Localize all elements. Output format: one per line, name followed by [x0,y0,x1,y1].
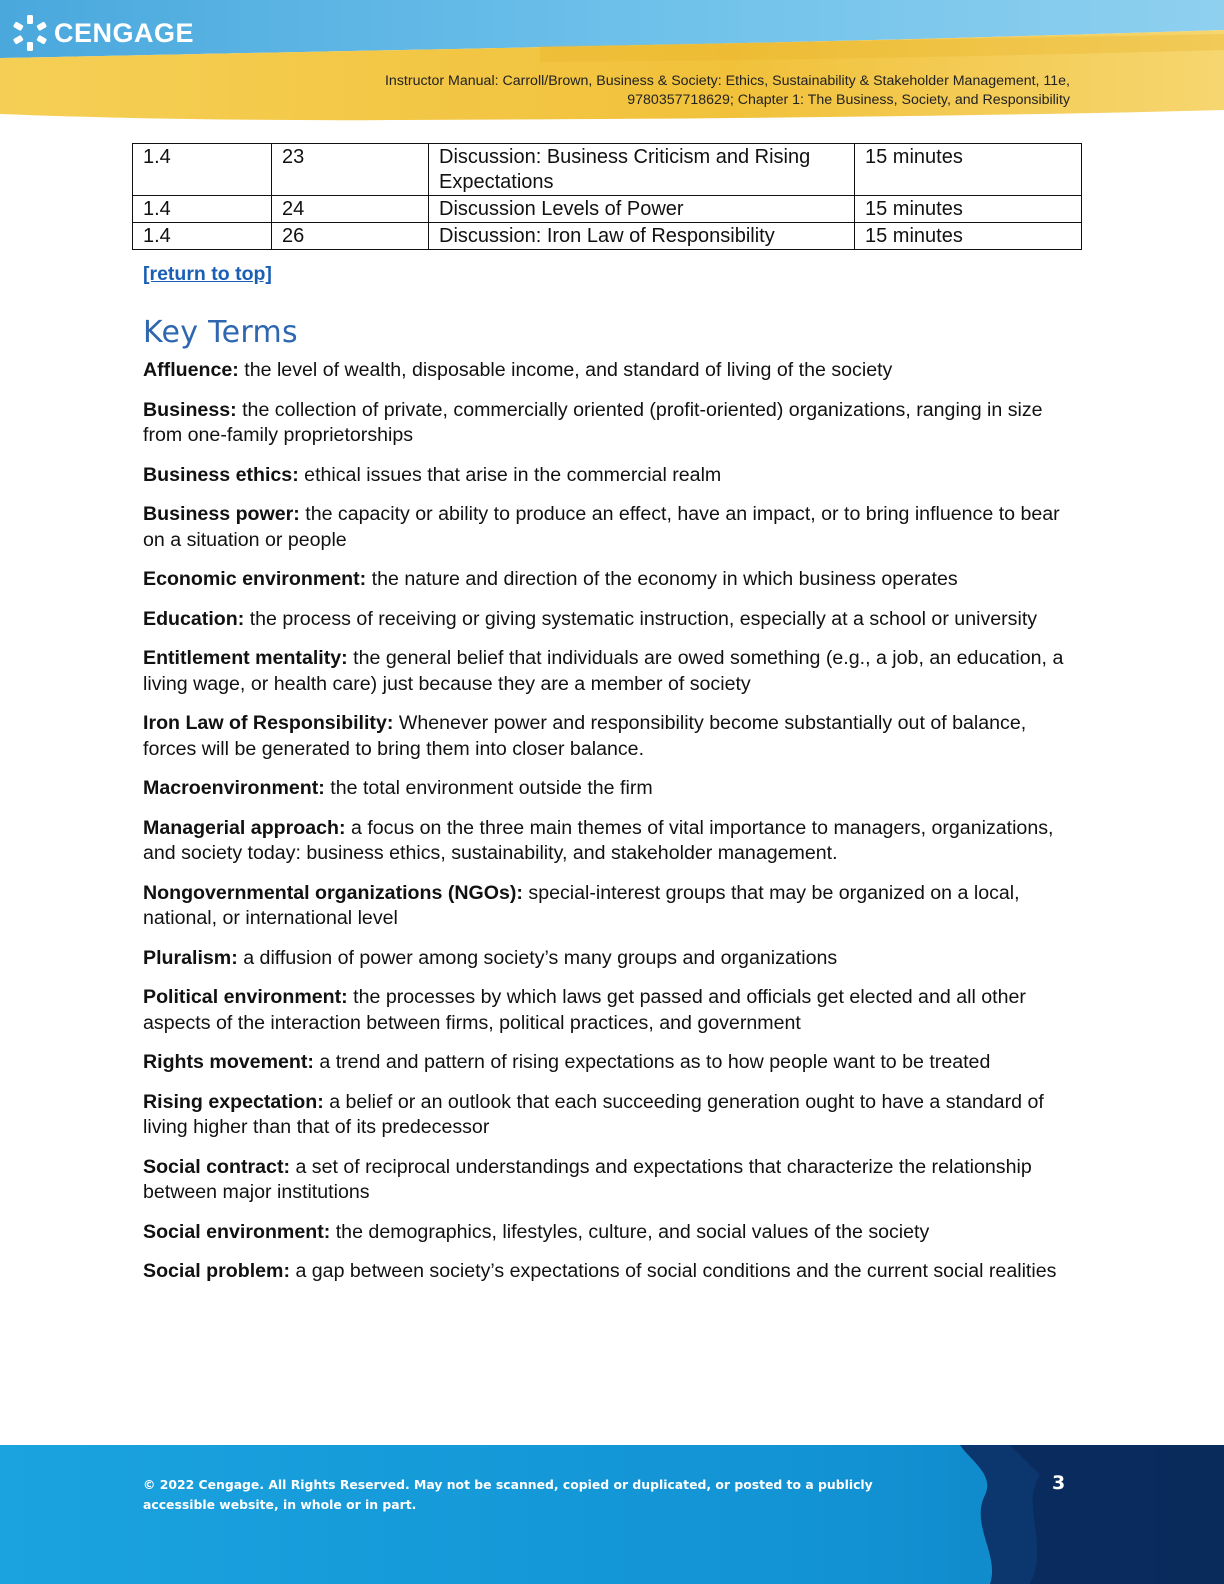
term-definition: Whenever power and responsibility become substantially out of balance, forces will be generated to bring them into closer balance. [143,712,1027,760]
objective-cell: 1.4 [133,144,272,196]
term-label: Education: [143,607,245,630]
time-cell: 15 minutes [855,144,1082,196]
term-label: Entitlement mentality: [143,647,348,669]
term-definition: the nature and direction of the economy in which business operates [371,568,958,590]
term-label: Rising expectation: [143,1090,324,1113]
page-cell: 24 [272,196,429,223]
term-item [143,711,1083,762]
term-definition: the process of receiving or giving systematic instruction, especially at a school or university [249,607,1038,630]
term-item [143,1050,1083,1076]
term-item [143,776,1083,802]
return-to-top-link[interactable]: [return to top] [143,263,272,285]
cengage-logo-mark-icon [12,14,48,52]
term-label: Business power: [143,503,300,525]
page-cell: 26 [272,223,429,250]
term-item [143,567,1083,593]
time-cell: 15 minutes [855,223,1082,250]
key-terms-list [143,358,1083,1299]
objective-cell: 1.4 [133,223,272,250]
activities-table [132,143,1082,250]
activity-cell: Discussion: Iron Law of Responsibility [429,223,855,250]
term-item [143,1259,1083,1285]
term-item [143,1220,1083,1246]
page-number: 3 [1052,1472,1066,1494]
term-label: Social problem: [143,1260,290,1282]
objective-cell: 1.4 [133,196,272,223]
term-definition: the level of wealth, disposable income, and standard of living of the society [244,359,893,381]
term-item [143,358,1083,384]
time-cell: 15 minutes [855,196,1082,223]
term-label: Iron Law of Responsibility: [143,712,394,734]
document-header-line-1: Instructor Manual: Carroll/Brown, Business & Society: Ethics, Sustainability & Stakeholder Management, 11e, [384,73,1070,89]
term-label: Social contract: [143,1155,290,1178]
term-definition: the collection of private, commercially oriented (profit-oriented) organizations, ranging in size from one-family proprietorships [143,398,1043,446]
term-label: Macroenvironment: [143,777,325,799]
term-label: Nongovernmental organizations (NGOs): [143,881,523,904]
term-definition: a belief or an outlook that each succeeding generation ought to have a standard of living higher than that of its predecessor [143,1090,1044,1138]
term-label: Economic environment: [143,568,367,590]
term-item [143,607,1083,633]
term-label: Social environment: [143,1220,331,1243]
term-item [143,946,1083,972]
term-definition: the capacity or ability to produce an effect, have an impact, or to bring influence to bear on a situation or people [143,503,1060,551]
term-definition: the general belief that individuals are owed something (e.g., a job, an education, a living wage, or health care) just because they are a member of society [143,647,1064,695]
term-item [143,881,1083,932]
term-item [143,1155,1083,1206]
term-definition: the total environment outside the firm [330,777,653,799]
term-label: Affluence: [143,359,239,381]
term-definition: the processes by which laws get passed and officials get elected and all other aspects of the interaction between firms, political practices, and government [143,986,1026,1034]
page-cell: 23 [272,144,429,196]
document-header [385,72,1070,110]
term-label: Political environment: [143,986,348,1008]
section-title-key-terms: Key Terms [143,315,298,350]
term-definition: a diffusion of power among society’s many groups and organizations [243,946,838,969]
term-item [143,1090,1083,1141]
term-label: Pluralism: [143,946,238,969]
cengage-logo-text: CENGAGE [54,17,195,48]
table-row [133,196,1082,223]
copyright-notice: © 2022 Cengage. All Rights Reserved. May not be scanned, copied or duplicated, or posted to a publicly accessible website, in whole or in part. [143,1477,873,1512]
cengage-logo [12,14,194,52]
term-item [143,985,1083,1036]
term-label: Business: [143,398,237,421]
activity-cell: Discussion Levels of Power [429,196,855,223]
activity-cell: Discussion: Business Criticism and Rising Expectations [429,144,855,196]
term-definition: a trend and pattern of rising expectations as to how people want to be treated [319,1051,991,1073]
term-item [143,816,1083,867]
term-definition: a gap between society’s expectations of social conditions and the current social realities [295,1260,1057,1282]
term-definition: the demographics, lifestyles, culture, and social values of the society [335,1220,930,1243]
table-row [133,223,1082,250]
table-row [133,144,1082,196]
term-label: Managerial approach: [143,816,346,839]
term-label: Business ethics: [143,463,299,486]
term-item [143,502,1083,553]
term-definition: ethical issues that arise in the commercial realm [304,463,722,486]
document-header-line-2: 9780357718629; Chapter 1: The Business, Society, and Responsibility [627,92,1070,108]
term-item [143,646,1083,697]
term-definition: special-interest groups that may be organized on a local, national, or international level [143,881,1020,929]
term-item [143,398,1083,449]
term-item [143,463,1083,489]
term-definition: a focus on the three main themes of vital importance to managers, organizations, and society today: business ethics, sustainability, and stakeholder management. [143,816,1054,864]
term-definition: a set of reciprocal understandings and expectations that characterize the relationship between major institutions [143,1155,1032,1203]
term-label: Rights movement: [143,1051,314,1073]
